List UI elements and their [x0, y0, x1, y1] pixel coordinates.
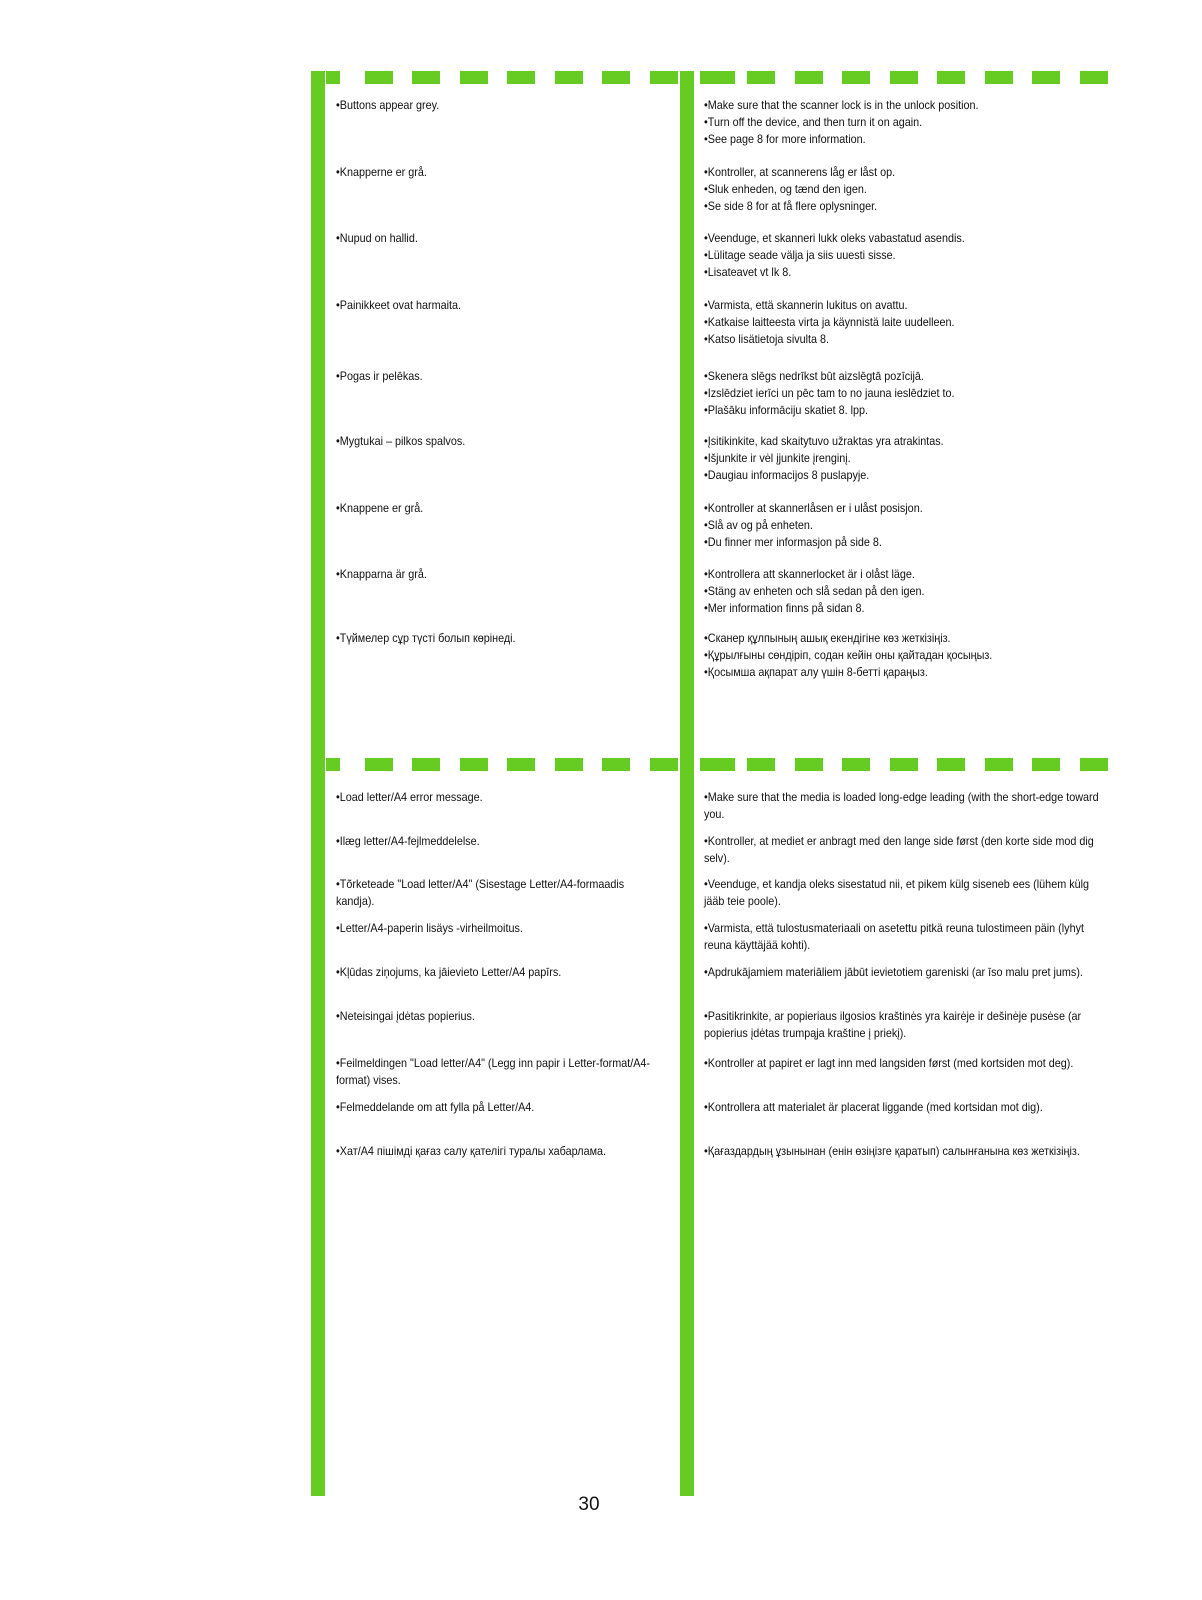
- solution-line: •Turn off the device, and then turn it on again.: [704, 114, 923, 129]
- symptom-text: •Felmeddelande om att fylla på Letter/A4.: [336, 1100, 535, 1114]
- symptom-text: •Ilæg letter/A4-fejlmeddelelse.: [336, 834, 480, 848]
- dash: [507, 71, 535, 84]
- symptom-text: •Buttons appear grey.: [336, 98, 440, 112]
- dash: [747, 758, 775, 771]
- dash: [795, 71, 823, 84]
- dash: [890, 71, 918, 84]
- symptom-text: •Knappene er grå.: [336, 501, 424, 515]
- solution-line: •Kontroller, at scannerens låg er låst op.: [704, 165, 896, 179]
- solution-line: •Stäng av enheten och slå sedan på den igen.: [704, 583, 925, 598]
- solution-line: •Se side 8 for at få flere oplysninger.: [704, 198, 878, 213]
- solution-line: •Varmista, että skannerin lukitus on avattu.: [704, 298, 908, 312]
- symptom-text: •Neteisingai įdėtas popierius.: [336, 1009, 475, 1023]
- solution-line: •Izslēdziet ierīci un pēc tam to no jauna ieslēdziet to.: [704, 385, 955, 400]
- solution-text: •Kontroller at papiret er lagt inn med langsiden først (med kortsiden mot deg).: [704, 1056, 1074, 1070]
- middle-dashed-border: [311, 758, 1107, 771]
- dash: [1032, 758, 1060, 771]
- dash: [1080, 71, 1108, 84]
- dash: [460, 71, 488, 84]
- dash: [555, 71, 583, 84]
- solution-line: •Құрылғыны сөндіріп, содан кейін оны қайтадан қосыңыз.: [704, 647, 993, 662]
- solution-line: •Kontroller at skannerlåsen er i ulåst posisjon.: [704, 501, 923, 515]
- page-number: 30: [578, 1494, 600, 1515]
- dash: [650, 758, 678, 771]
- solution-line: •Make sure that the scanner lock is in the unlock position.: [704, 98, 979, 112]
- dash: [700, 758, 735, 771]
- solution-line: •See page 8 for more information.: [704, 131, 866, 146]
- dash: [602, 758, 630, 771]
- solution-line: •Сканер құлпының ашық екендігіне көз жеткізіңіз.: [704, 631, 951, 645]
- dash: [1080, 758, 1108, 771]
- dash: [555, 758, 583, 771]
- solution-block: [704, 368, 1100, 418]
- symptom-text: •Knapperne er grå.: [336, 165, 427, 179]
- solution-line: •Lisateavet vt lk 8.: [704, 264, 792, 279]
- solution-block: [704, 97, 1100, 147]
- symptom-text: •Mygtukai – pilkos spalvos.: [336, 434, 466, 448]
- solution-block: [704, 630, 1100, 680]
- dash: [842, 758, 870, 771]
- solution-line: •Įsitikinkite, kad skaitytuvo užraktas yra atrakintas.: [704, 434, 944, 448]
- dash: [700, 71, 735, 84]
- solution-block: [704, 566, 1100, 616]
- symptom-text: •Хат/А4 пішімді қағаз салу қателігі туралы хабарлама.: [336, 1144, 607, 1158]
- solution-block: [704, 230, 1100, 280]
- dash: [412, 71, 440, 84]
- solution-line: •Қосымша ақпарат алу үшін 8-бетті қараңыз.: [704, 664, 928, 679]
- dash: [985, 758, 1013, 771]
- dash: [1032, 71, 1060, 84]
- symptom-text: •Tõrketeade "Load letter/A4" (Sisestage Letter/A4-formaadis kandja).: [336, 877, 625, 908]
- solution-block: [704, 164, 1100, 214]
- solution-text: •Veenduge, et kandja oleks sisestatud nii, et pikem külg siseneb ees (lühem külg jääb teie poole).: [704, 877, 1090, 908]
- top-dashed-border: [311, 71, 1107, 84]
- symptom-text: •Түймелер сұр түсті болып көрінеді.: [336, 631, 516, 645]
- solution-block: [704, 297, 1100, 347]
- solution-line: •Katkaise laitteesta virta ja käynnistä laite uudelleen.: [704, 314, 955, 329]
- symptom-text: •Knapparna är grå.: [336, 567, 427, 581]
- symptom-text: •Pogas ir pelēkas.: [336, 369, 423, 383]
- solution-text: •Varmista, että tulostusmateriaali on asetettu pitkä reuna tulostimeen päin (lyhyt reuna käyttäjää kohti).: [704, 921, 1084, 952]
- solution-text: •Kontrollera att materialet är placerat liggande (med kortsidan mot dig).: [704, 1100, 1043, 1114]
- dash: [365, 71, 393, 84]
- dash: [602, 71, 630, 84]
- dash: [412, 758, 440, 771]
- solution-line: •Veenduge, et skanneri lukk oleks vabastatud asendis.: [704, 231, 965, 245]
- solution-line: •Kontrollera att skannerlocket är i olåst läge.: [704, 567, 915, 581]
- solution-line: •Katso lisätietoja sivulta 8.: [704, 331, 830, 346]
- solution-text: •Kontroller, at mediet er anbragt med den lange side først (den korte side mod dig selv).: [704, 834, 1094, 865]
- dash: [507, 758, 535, 771]
- solution-line: •Mer information finns på sidan 8.: [704, 600, 865, 615]
- solution-line: •Lülitage seade välja ja siis uuesti sisse.: [704, 247, 896, 262]
- symptom-text: •Letter/A4-paperin lisäys -virheilmoitus.: [336, 921, 523, 935]
- solution-line: •Plašāku informāciju skatiet 8. lpp.: [704, 402, 869, 417]
- dash: [326, 758, 340, 771]
- middle-vertical-bar: [680, 71, 694, 1496]
- solution-text: •Pasitikrinkite, ar popieriaus ilgosios kraštinės yra kairėje ir dešinėje pusėse (ar popierius įdėtas trumpąja kraštine į priekį).: [704, 1009, 1082, 1040]
- symptom-text: •Load letter/A4 error message.: [336, 790, 483, 804]
- solution-block: [704, 500, 1100, 550]
- dash: [747, 71, 775, 84]
- dash: [890, 758, 918, 771]
- dash: [985, 71, 1013, 84]
- solution-line: •Išjunkite ir vėl įjunkite įrenginį.: [704, 450, 851, 465]
- dash: [365, 758, 393, 771]
- solution-line: •Du finner mer informasjon på side 8.: [704, 534, 882, 549]
- symptom-text: •Nupud on hallid.: [336, 231, 418, 245]
- solution-text: •Make sure that the media is loaded long-edge leading (with the short-edge toward you.: [704, 790, 1099, 821]
- solution-text: •Apdrukājamiem materiāliem jābūt ievietotiem gareniski (ar īso malu pret jums).: [704, 965, 1083, 979]
- solution-line: •Skenera slēgs nedrīkst būt aizslēgtā pozīcijā.: [704, 369, 924, 383]
- dash: [842, 71, 870, 84]
- symptom-text: •Painikkeet ovat harmaita.: [336, 298, 462, 312]
- dash: [326, 71, 340, 84]
- dash: [937, 758, 965, 771]
- solution-line: •Sluk enheden, og tænd den igen.: [704, 181, 867, 196]
- dash: [650, 71, 678, 84]
- symptom-text: •Kļūdas ziņojums, ka jāievieto Letter/A4 papīrs.: [336, 965, 562, 979]
- symptom-text: •Feilmeldingen "Load letter/A4" (Legg inn papir i Letter-format/A4-format) vises.: [336, 1056, 651, 1087]
- dash: [795, 758, 823, 771]
- dash: [937, 71, 965, 84]
- dash: [460, 758, 488, 771]
- left-vertical-bar: [311, 71, 325, 1496]
- solution-line: •Slå av og på enheten.: [704, 517, 813, 532]
- solution-line: •Daugiau informacijos 8 puslapyje.: [704, 467, 870, 482]
- solution-block: [704, 433, 1100, 483]
- solution-text: •Қағаздардың ұзынынан (енін өзіңізге қаратып) салынғанына көз жеткізіңіз.: [704, 1144, 1080, 1158]
